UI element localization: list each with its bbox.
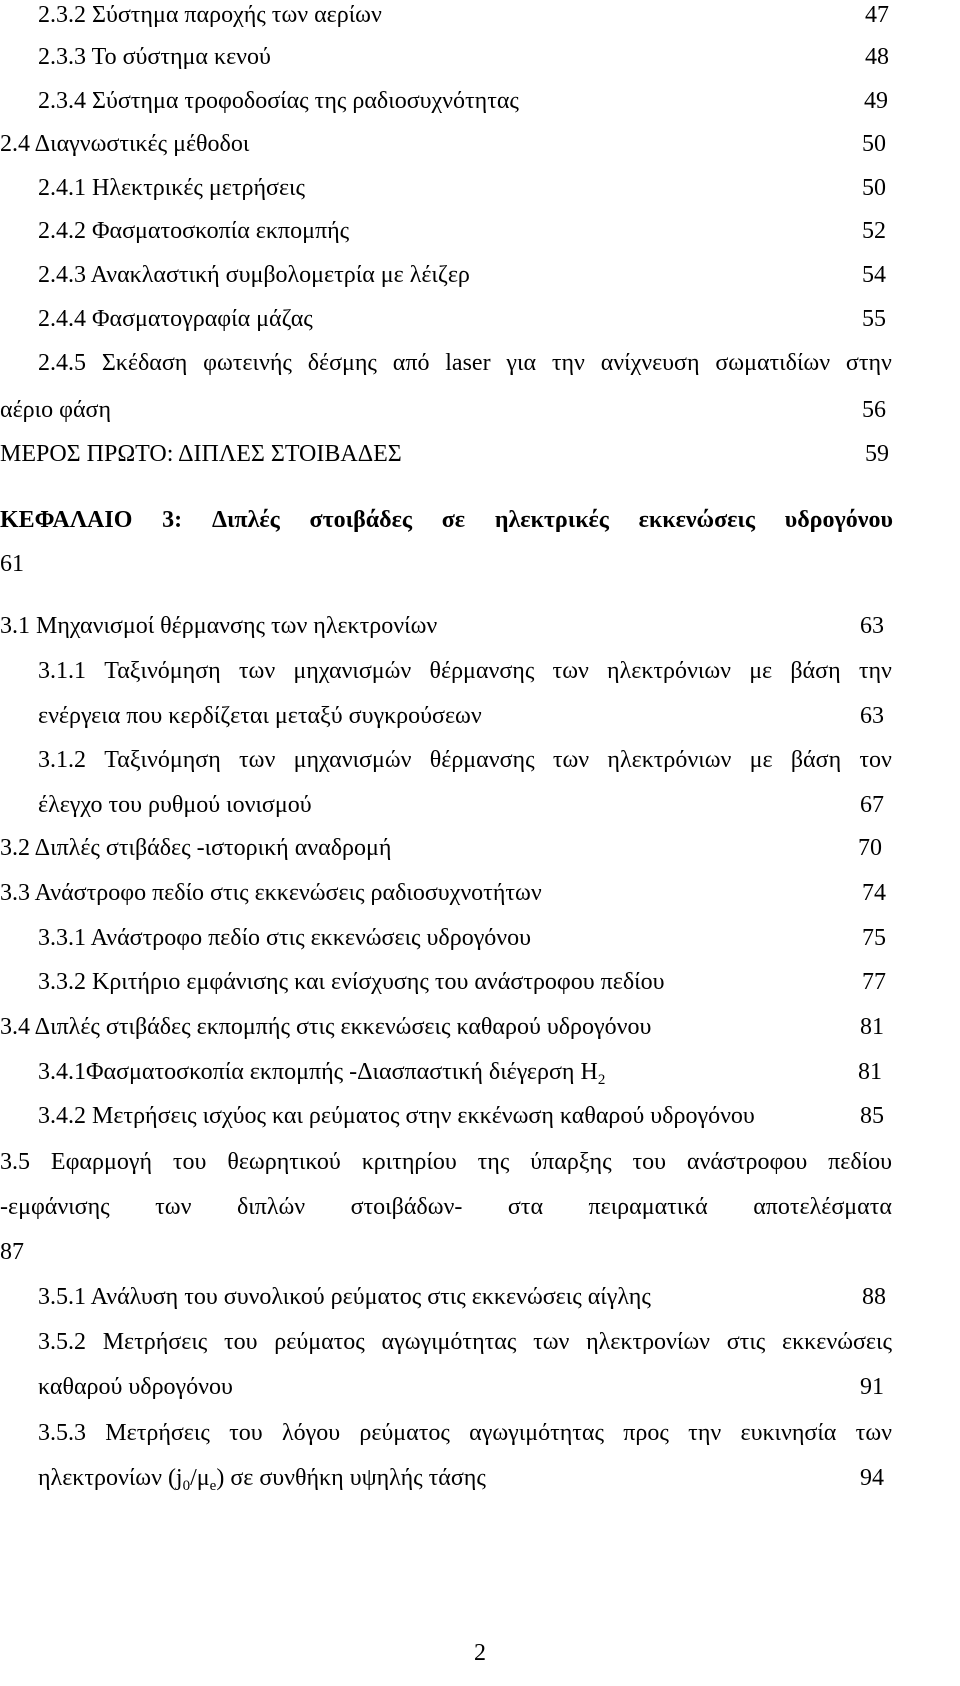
word: πεδίου bbox=[828, 1149, 892, 1175]
toc-entry-title-line1 bbox=[38, 745, 892, 775]
toc-entry-cont bbox=[0, 701, 960, 731]
word: των bbox=[239, 747, 276, 773]
toc-entry bbox=[0, 216, 960, 246]
toc-entry bbox=[0, 304, 960, 334]
toc-entry-page: 59 bbox=[865, 441, 889, 467]
word: της bbox=[477, 1149, 510, 1175]
word: ηλεκτρόνιων bbox=[607, 747, 732, 773]
word: του bbox=[172, 1149, 207, 1175]
word: στα bbox=[507, 1194, 544, 1220]
toc-entry bbox=[0, 1327, 960, 1357]
word: των bbox=[552, 658, 589, 684]
toc-entry bbox=[0, 1147, 960, 1177]
word: πειραματικά bbox=[588, 1194, 708, 1220]
toc-entry-page: 47 bbox=[865, 2, 889, 28]
toc-entry bbox=[0, 833, 960, 863]
toc-entry-title-line2: αέριο φάση bbox=[0, 397, 111, 423]
word: Διπλές bbox=[211, 507, 280, 533]
subscript: 0 bbox=[182, 1478, 191, 1494]
word: με bbox=[749, 747, 773, 773]
word: του bbox=[229, 1420, 263, 1446]
toc-entry-page: 91 bbox=[860, 1374, 884, 1400]
word: στις bbox=[726, 1329, 766, 1355]
toc-entry-page: 55 bbox=[862, 306, 886, 332]
word: στοιβάδων- bbox=[350, 1194, 463, 1220]
toc-entry-page: 49 bbox=[864, 88, 888, 114]
toc-entry bbox=[0, 656, 960, 686]
word: 3: bbox=[162, 507, 183, 533]
toc-entry bbox=[0, 967, 960, 997]
toc-entry bbox=[0, 173, 960, 203]
word: την bbox=[858, 658, 892, 684]
word: αγωγιμότητας bbox=[381, 1329, 517, 1355]
toc-entry-page: 61 bbox=[0, 551, 24, 577]
word: σε bbox=[441, 507, 466, 533]
toc-entry-page: 56 bbox=[862, 397, 886, 423]
word: 3.1.2 bbox=[38, 747, 86, 773]
word: διπλών bbox=[236, 1194, 306, 1220]
subscript: 2 bbox=[597, 1072, 606, 1088]
toc-entry-title: 2.4.3 Ανακλαστική συμβολομετρία με λέιζερ bbox=[38, 262, 470, 288]
word: κριτηρίου bbox=[361, 1149, 457, 1175]
word: των bbox=[533, 1329, 570, 1355]
toc-entry bbox=[0, 86, 960, 116]
word: 3.5.2 bbox=[38, 1329, 86, 1355]
toc-entry bbox=[0, 923, 960, 953]
toc-entry-title-line2: έλεγχο του ρυθμού ιονισμού bbox=[38, 792, 312, 818]
toc-entry bbox=[0, 1418, 960, 1448]
toc-entry-page: 88 bbox=[862, 1284, 886, 1310]
text: ) σε συνθήκη υψηλής τάσης bbox=[216, 1465, 486, 1491]
word: φωτεινής bbox=[203, 350, 292, 376]
toc-entry-cont bbox=[0, 1237, 960, 1267]
word: ρεύματος bbox=[359, 1420, 450, 1446]
toc-entry-title: 2.3.4 Σύστημα τροφοδοσίας της ραδιοσυχνότητας bbox=[38, 88, 519, 114]
toc-entry-title: 3.3 Ανάστροφο πεδίο στις εκκενώσεις ραδιοσυχνοτήτων bbox=[0, 880, 542, 906]
toc-entry-title: 2.4.2 Φασματοσκοπία εκπομπής bbox=[38, 218, 350, 244]
word: Ταξινόμηση bbox=[104, 658, 221, 684]
word: -εμφάνισης bbox=[0, 1194, 110, 1220]
toc-entry-page: 67 bbox=[860, 792, 884, 818]
word: 3.5.3 bbox=[38, 1420, 86, 1446]
toc-entry bbox=[0, 1282, 960, 1312]
toc-entry-page: 77 bbox=[862, 969, 886, 995]
word: ηλεκτρικές bbox=[494, 507, 609, 533]
word: του bbox=[224, 1329, 258, 1355]
word: 3.1.1 bbox=[38, 658, 86, 684]
toc-entry-title-text: 3.4.1Φασματοσκοπία εκπομπής -Διασπαστική διέγερση Η bbox=[38, 1059, 598, 1085]
toc-entry-title-line1 bbox=[38, 656, 892, 686]
toc-entry-page: 54 bbox=[862, 262, 886, 288]
word: 2.4.5 bbox=[38, 350, 86, 376]
word: ανίχνευση bbox=[600, 350, 700, 376]
word: εκκενώσεις bbox=[638, 507, 755, 533]
toc-entry-title: 3.5.1 Ανάλυση του συνολικού ρεύματος στις εκκενώσεις αίγλης bbox=[38, 1284, 651, 1310]
toc-entry-page: 50 bbox=[862, 131, 886, 157]
word: για bbox=[506, 350, 537, 376]
toc-entry-page: 85 bbox=[860, 1103, 884, 1129]
word: μηχανισμών bbox=[293, 658, 412, 684]
word: Εφαρμογή bbox=[50, 1149, 152, 1175]
toc-entry-title-line1 bbox=[38, 1327, 892, 1357]
toc-entry-page: 63 bbox=[860, 703, 884, 729]
toc-entry-title-line1 bbox=[38, 1418, 892, 1448]
toc-entry bbox=[0, 1057, 960, 1087]
toc-entry-cont bbox=[0, 1372, 960, 1402]
toc-entry bbox=[0, 260, 960, 290]
word: με bbox=[749, 658, 773, 684]
word: των bbox=[855, 1420, 892, 1446]
toc-entry-title: 2.4.1 Ηλεκτρικές μετρήσεις bbox=[38, 175, 305, 201]
word: θέρμανσης bbox=[429, 747, 535, 773]
toc-entry bbox=[0, 745, 960, 775]
word: Ταξινόμηση bbox=[104, 747, 221, 773]
toc-entry bbox=[0, 0, 960, 30]
word: βάση bbox=[790, 747, 842, 773]
toc-entry-page: 52 bbox=[862, 218, 886, 244]
toc-entry-title-line1 bbox=[0, 1147, 892, 1177]
toc-entry-title: 3.3.1 Ανάστροφο πεδίο στις εκκενώσεις υδρογόνου bbox=[38, 925, 532, 951]
toc-entry-title: 2.4.4 Φασματογραφία μάζας bbox=[38, 306, 313, 332]
word: στην bbox=[845, 350, 892, 376]
word: εκκενώσεις bbox=[782, 1329, 892, 1355]
word: Σκέδαση bbox=[101, 350, 188, 376]
word: από bbox=[392, 350, 430, 376]
toc-chapter-heading bbox=[0, 505, 960, 535]
word: Μετρήσεις bbox=[102, 1329, 208, 1355]
word: 3.5 bbox=[0, 1149, 30, 1175]
word: αποτελέσματα bbox=[753, 1194, 892, 1220]
toc-entry-title: 3.3.2 Κριτήριο εμφάνισης και ενίσχυσης του ανάστροφου πεδίου bbox=[38, 969, 665, 995]
word: την bbox=[551, 350, 585, 376]
toc-entry bbox=[0, 42, 960, 72]
toc-entry-page: 50 bbox=[862, 175, 886, 201]
toc-entry-title-line2 bbox=[0, 1192, 892, 1222]
word: ευκινησία bbox=[740, 1420, 837, 1446]
toc-entry-title: 3.1 Μηχανισμοί θέρμανσης των ηλεκτρονίων bbox=[0, 613, 438, 639]
toc-entry-title-line2: ενέργεια που κερδίζεται μεταξύ συγκρούσεων bbox=[38, 703, 482, 729]
text: /μ bbox=[190, 1465, 210, 1491]
word: των bbox=[238, 658, 276, 684]
toc-entry-title-line2 bbox=[38, 1463, 486, 1493]
toc-entry-page: 81 bbox=[860, 1014, 884, 1040]
toc-entry-title: 3.4.2 Μετρήσεις ισχύος και ρεύματος στην εκκένωση καθαρού υδρογόνου bbox=[38, 1103, 755, 1129]
toc-entry bbox=[0, 611, 960, 641]
subscript: e bbox=[209, 1478, 217, 1494]
toc-entry-page: 81 bbox=[858, 1059, 882, 1085]
word: ύπαρξης bbox=[530, 1149, 612, 1175]
word: στοιβάδες bbox=[309, 507, 412, 533]
toc-entry-page: 94 bbox=[860, 1465, 884, 1491]
toc-entry-page: 74 bbox=[862, 880, 886, 906]
toc-entry-page: 48 bbox=[865, 44, 889, 70]
word: ΚΕΦΑΛΑΙΟ bbox=[0, 507, 133, 533]
word: ρεύματος bbox=[274, 1329, 365, 1355]
toc-entry-cont bbox=[0, 1192, 960, 1222]
toc-entry bbox=[0, 348, 960, 378]
word: μηχανισμών bbox=[293, 747, 412, 773]
toc-entry-cont bbox=[0, 1463, 960, 1493]
toc-entry-title-line1 bbox=[38, 348, 892, 378]
word: την bbox=[688, 1420, 722, 1446]
word: τον bbox=[859, 747, 892, 773]
toc-entry-cont bbox=[0, 549, 960, 579]
word: δέσμης bbox=[307, 350, 377, 376]
toc-entry-title: ΜΕΡΟΣ ΠΡΩΤΟ: ΔΙΠΛΕΣ ΣΤΟΙΒΑΔΕΣ bbox=[0, 441, 402, 467]
toc-entry-title: 2.3.3 Το σύστημα κενού bbox=[38, 44, 271, 70]
word: του bbox=[632, 1149, 667, 1175]
toc-entry-title-line2: καθαρού υδρογόνου bbox=[38, 1374, 233, 1400]
word: ηλεκτρονίων bbox=[586, 1329, 711, 1355]
toc-entry-title bbox=[38, 1057, 605, 1087]
word: θέρμανσης bbox=[429, 658, 535, 684]
toc-entry-cont bbox=[0, 395, 960, 425]
word: των bbox=[552, 747, 590, 773]
word: βάση bbox=[790, 658, 841, 684]
toc-entry-page: 70 bbox=[858, 835, 882, 861]
toc-entry-page: 63 bbox=[860, 613, 884, 639]
word: Μετρήσεις bbox=[105, 1420, 210, 1446]
toc-entry-title: 3.4 Διπλές στιβάδες εκπομπής στις εκκενώσεις καθαρού υδρογόνου bbox=[0, 1014, 652, 1040]
toc-entry bbox=[0, 878, 960, 908]
word: υδρογόνου bbox=[784, 507, 893, 533]
text: ηλεκτρονίων (j bbox=[38, 1465, 183, 1491]
toc-entry-title: 2.4 Διαγνωστικές μέθοδοι bbox=[0, 131, 250, 157]
toc-entry-title: 2.3.2 Σύστημα παροχής των αερίων bbox=[38, 2, 382, 28]
toc-entry-cont bbox=[0, 790, 960, 820]
word: των bbox=[155, 1194, 192, 1220]
toc-entry-title: 3.2 Διπλές στιβάδες -ιστορική αναδρομή bbox=[0, 835, 392, 861]
toc-entry-page: 75 bbox=[862, 925, 886, 951]
word: λόγου bbox=[281, 1420, 341, 1446]
toc-entry-page: 87 bbox=[0, 1239, 24, 1265]
toc-part-heading bbox=[0, 439, 960, 469]
word: αγωγιμότητας bbox=[469, 1420, 604, 1446]
toc-entry bbox=[0, 1101, 960, 1131]
word: ηλεκτρόνιων bbox=[607, 658, 731, 684]
toc-entry bbox=[0, 1012, 960, 1042]
word: ανάστροφου bbox=[686, 1149, 808, 1175]
toc-entry bbox=[0, 129, 960, 159]
word: laser bbox=[445, 350, 491, 376]
word: θεωρητικού bbox=[227, 1149, 341, 1175]
toc-entry-title bbox=[0, 505, 893, 535]
word: σωματιδίων bbox=[715, 350, 831, 376]
word: προς bbox=[623, 1420, 669, 1446]
page-number: 2 bbox=[474, 1640, 486, 1666]
